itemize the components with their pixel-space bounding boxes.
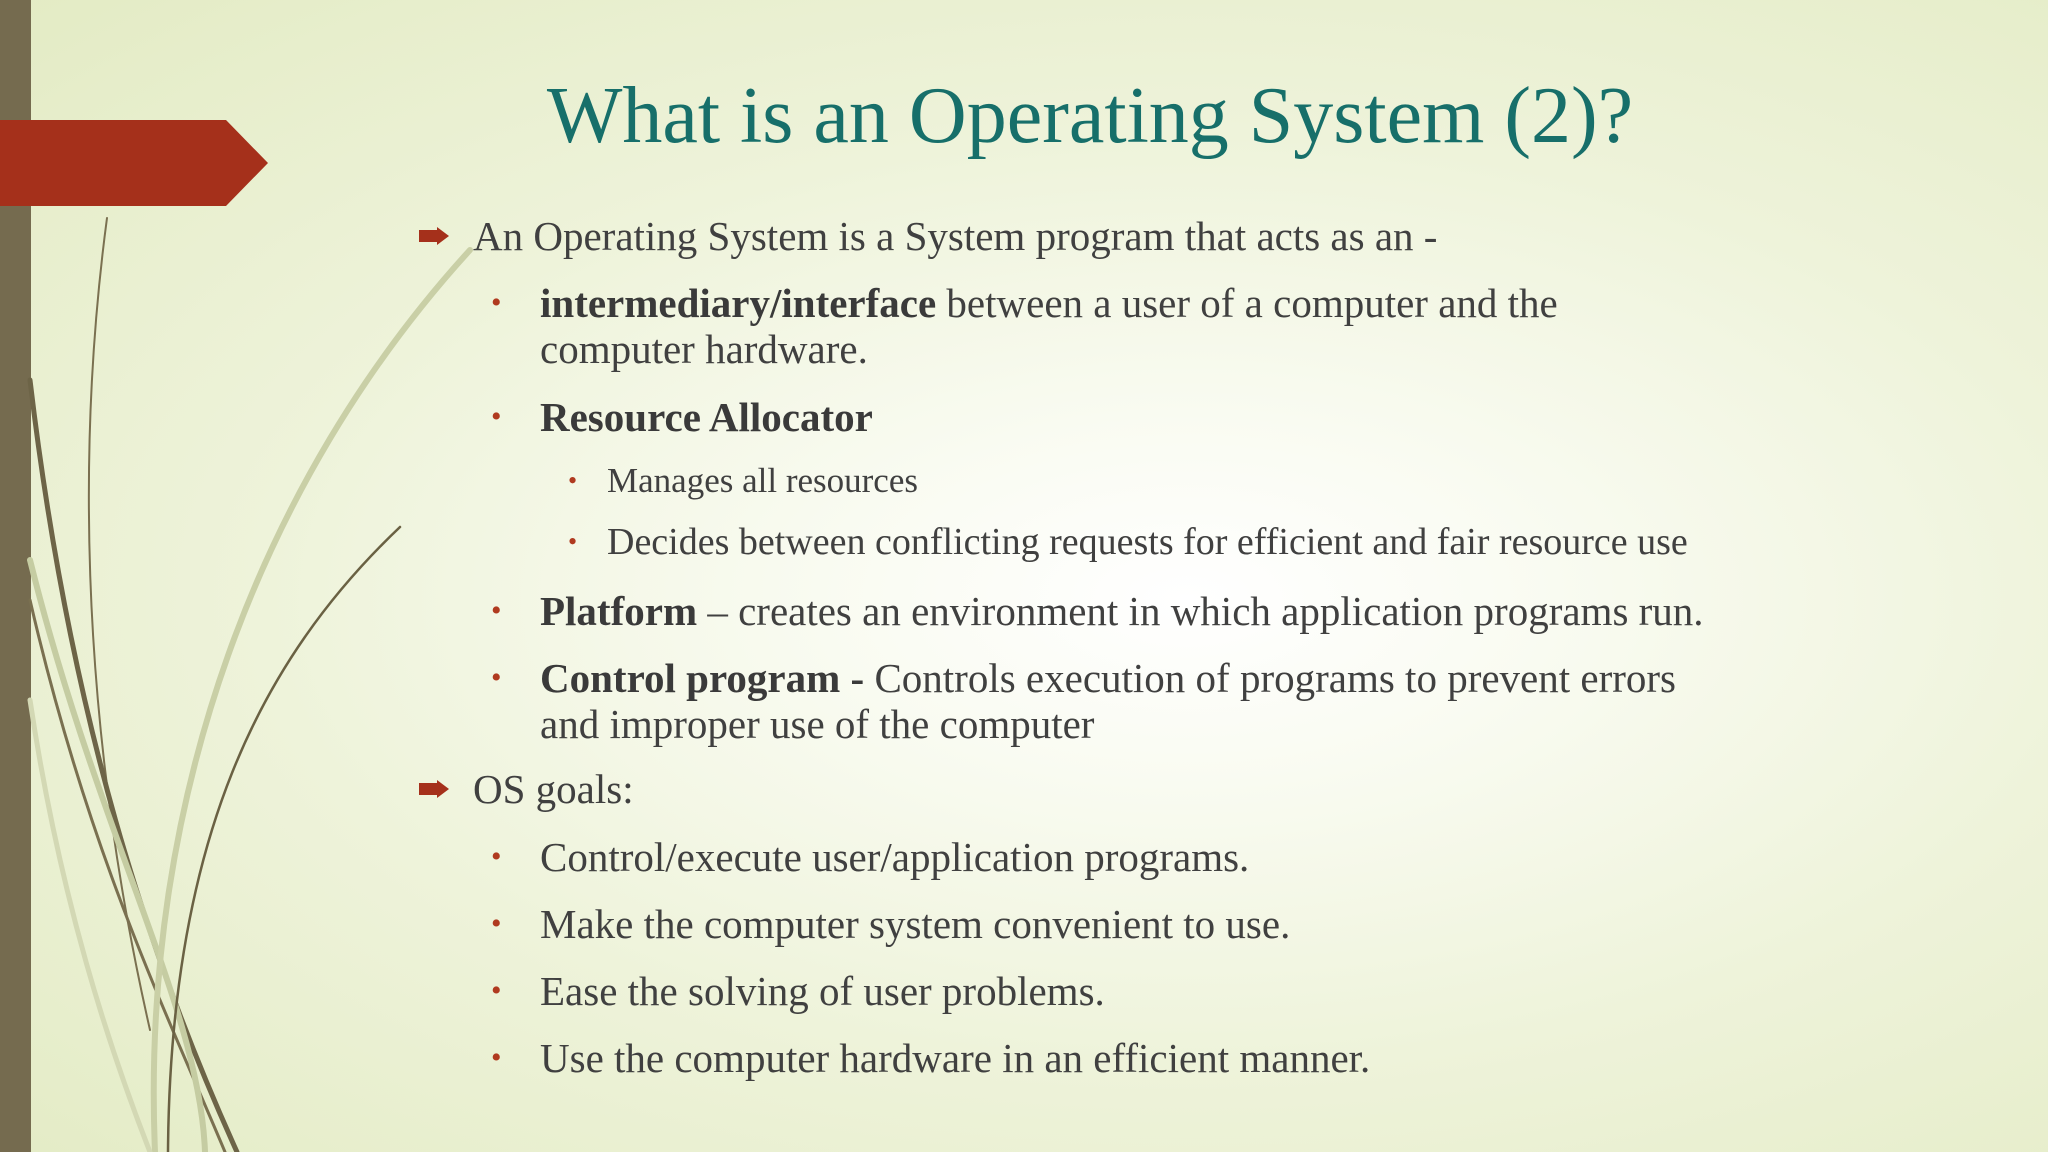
- bullet-dot: •: [491, 840, 502, 873]
- sub-bullet-intermediary-cont: computer hardware.: [540, 326, 868, 372]
- control-program-desc: Controls execution of programs to prevent errors: [864, 655, 1676, 701]
- arrow-right-icon: [419, 227, 449, 245]
- goal-item: Use the computer hardware in an efficient manner.: [540, 1035, 1371, 1081]
- intermediary-desc: between a user of a computer and the: [936, 280, 1558, 326]
- bullet-dot: •: [568, 527, 578, 556]
- arrow-right-icon: [419, 780, 449, 798]
- main-bullet-os-goals: OS goals:: [473, 766, 634, 812]
- sub-bullet-platform: [540, 588, 1704, 634]
- term-control-program: Control program -: [540, 655, 865, 701]
- bullet-dot: •: [491, 1041, 502, 1074]
- term-intermediary: intermediary/interface: [540, 280, 937, 326]
- bullet-dot: •: [491, 594, 502, 627]
- goal-item: Make the computer system convenient to use.: [540, 901, 1291, 947]
- bullet-dot: •: [568, 466, 578, 495]
- bullet-dot: •: [491, 400, 502, 433]
- bullet-dot: •: [491, 974, 502, 1007]
- sub-sub-bullet-manages: Manages all resources: [607, 461, 918, 500]
- platform-desc: – creates an environment in which application programs run.: [697, 588, 1704, 634]
- sub-bullet-intermediary: [540, 280, 1558, 326]
- bullet-dot: •: [491, 286, 502, 319]
- term-resource-allocator: Resource Allocator: [540, 394, 873, 440]
- bullet-dot: •: [491, 661, 502, 694]
- slide-title: What is an Operating System (2)?: [546, 72, 1634, 160]
- sub-bullet-control-program: [540, 655, 1676, 701]
- bullet-dot: •: [491, 907, 502, 940]
- main-bullet-os-definition: An Operating System is a System program that acts as an -: [473, 213, 1438, 259]
- term-platform: Platform: [540, 588, 698, 634]
- sub-bullet-resource-allocator: [540, 394, 873, 440]
- sub-sub-bullet-decides: Decides between conflicting requests for efficient and fair resource use: [607, 521, 1688, 563]
- goal-item: Control/execute user/application programs.: [540, 834, 1250, 880]
- sub-bullet-control-program-cont: and improper use of the computer: [540, 701, 1095, 747]
- goal-item: Ease the solving of user problems.: [540, 968, 1105, 1014]
